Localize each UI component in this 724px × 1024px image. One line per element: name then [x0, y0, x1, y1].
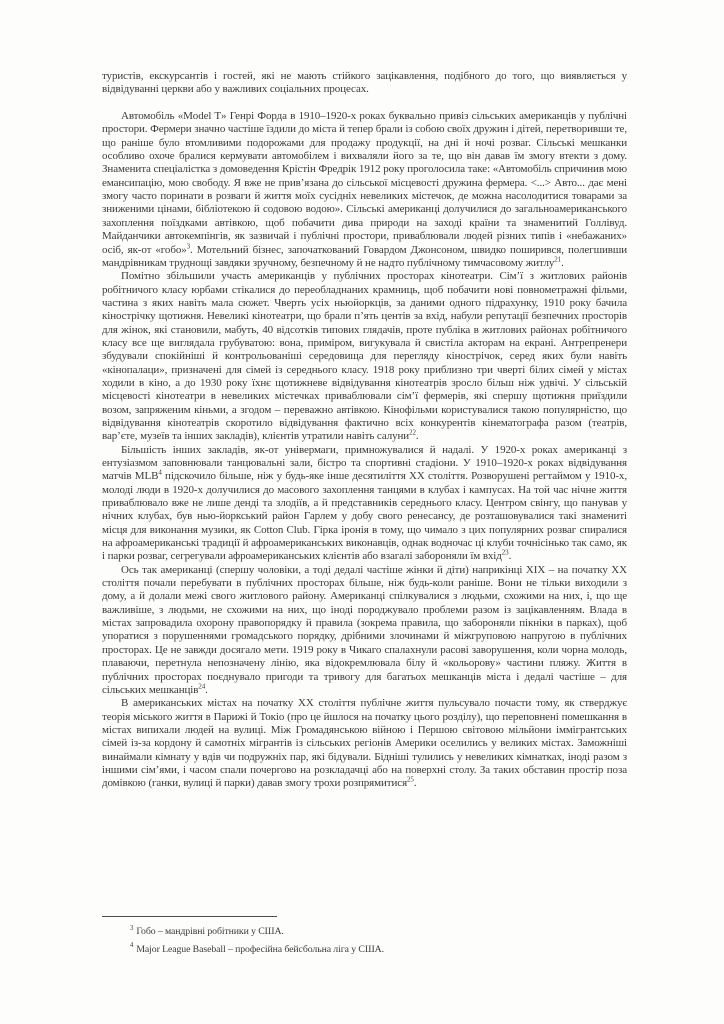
- paragraph: [102, 110, 627, 270]
- footnote: [102, 925, 627, 938]
- text-run: .: [205, 683, 208, 696]
- footnote-ref: 3: [186, 241, 191, 250]
- text-run: В американських містах на початку XX століття публічне життя пульсувало почасти тому, як стверджує теорія міського життя в Парижі й Токіо (про це йшлося на початку цього розділу), що переповнені помешкання в містах випихали людей на вулиці. Між Громадянською війною і Першою світовою мільйони іммігрантських сімей із-за кордону й самотніх мігрантів із сільських регіонів Америки оселились у великих містах. Заможніші винаймали кімнату у вдів чи подружніх пар, які бідували. Бідніші тулились у невеликих кімнатках, іноді разом з іншими сім’ями, і часом спали почергово на розкладачці або на поверхні столу. За таких обставин простір поза домівкою (ганки, вулиці й парки) давав змогу трохи розпрямитися: [102, 697, 627, 790]
- paragraph: [102, 70, 627, 97]
- footnote-list: [102, 925, 627, 956]
- text-run: Автомобіль «Model T» Генрі Форда в 1910–1920-х роках буквально привіз сільських американців у публічні простори. Фермери значно частіше їздили до міста й тепер брали із собою своїх дружин і дітей, перетворивши те, що раніше було втомливими подорожами для продажу продукції, на дні й ночі розваг. Сільські мешканки особливо охоче бралися кермувати автомобілем і вихваляли його за те, що він давав їм змогу втекти з дому. Знаменита спеціалістка з домоведення Крістін Фредрік 1912 року проголосила таке: «Автомобіль спричинив мою емансипацію, мою свободу. Я вже не прив’язана до сільської місцевості дружина фермера. <...> Авто... дає мені змогу часто поринати в розваги й життя моїх сусідніх невеликих містечок, де можна насолодитися товарами за зниженими цінами, бібліотекою й содовою водою». Сільські американці долучилися до загальноамериканського захоплення поїздками автівкою, щоб побачити дива природи на заході країни та знаменитий Голлівуд. Майданчики автокемпінгів, як зазвичай і публічні простори, приваблювали людей різних типів і «небажаних» осіб, як-от «гобо»: [102, 110, 627, 256]
- footnote-ref: 25: [407, 775, 414, 784]
- footnote-text: Гобо – мандрівні робітники у США.: [136, 926, 284, 937]
- text-run: Більшість інших закладів, як-от універмаги, примножувалися й надалі. У 1920-х роках американці з ентузіазмом заповнювали танцювальні зали, бістро та спортивні стадіони. У 1910–1920-х роках відвідування матчів MLB: [102, 443, 627, 483]
- paragraph: [102, 564, 627, 697]
- footnote-marker: 3: [130, 924, 134, 932]
- footnote-separator: [102, 916, 277, 917]
- text-run: Помітно збільшили участь американців у публічних просторах кінотеатри. Сім’ї з житлових районів робітничого класу юрбами стікалися до переобладнаних крамниць, щоб побачити нові повнометражні фільми, частина з яких навіть мала сюжет. Чверть усіх ньюйоркців, за даними одного підрахунку, 1910 року бачила кінострічку щотижня. Невеликі кінотеатри, що брали п’ять центів за вхід, набули репутації безпечних просторів для жінок, які становили, мабуть, 40 відсотків типових глядачів, проте публіка в житлових районах робітничого класу все ще виглядала грубуватою: вона, приміром, вигукувала й свистіла акторам на екрані. Антрепренери збудували спокійніші й контрольованіші середовища для перегляду кінострічок, серед яких були навіть «кінопалаци», призначені для сімей із середнього класу. 1918 року приблизно три чверті білих сімей у містах ходили в кіно, а до 1930 року їхнє щотижневе відвідування кінотеатрів зросло більш ніж удвічі. У сільській місцевості кінотеатри в невеликих містечках приваблювали сім’ї фермерів, які спершу щотижня приїздили возом, запряженим кіньми, а згодом – переважно автівкою. Кінофільми користувалися такою популярністю, що відвідування кінотеатрів скоротило відвідування фактично всіх конкурентів кінематографа разом (театрів, вар’єте, музеїв та інших закладів), клієнтів утратили навіть салуни: [102, 270, 627, 443]
- text-run: .: [561, 256, 564, 269]
- footnote: [102, 943, 627, 956]
- text-run: підскочило більше, ніж у будь-яке інше десятиліття XX століття. Розворушені регтаймом у 1910-х, молоді люди в 1920-х долучилися до масового захоплення танцями в клубах і кампусах. На той час нічне життя приваблювало вже не лише денді та злодіїв, а й представників середнього класу. Центром свінгу, що панував у нічних клубах, був нью-йоркський район Гарлем у добу свого ренесансу, де розташовувалися такі знамениті місця для виконання музики, як Cotton Club. Гірка іронія в тому, що чимало з цих популярних розваг спиралися на афроамериканські традиції й афроамериканських виконавців, однак водночас ці клуби точнісінько так само, як і парки розваг, сегрегували афроамериканських клієнтів або взагалі забороняли їм вхід: [102, 470, 627, 563]
- paragraph: [102, 444, 627, 564]
- paragraph: [102, 270, 627, 443]
- text-run: туристів, екскурсантів і гостей, які не мають стійкого зацікавлення, подібного до того, що виявляється у відвідуванні церкви або у важливих соціальних процесах.: [102, 70, 627, 96]
- text-run: .: [508, 550, 512, 563]
- footnote-marker: 4: [130, 942, 134, 950]
- footnote-ref: 23: [501, 548, 509, 557]
- text-run: Ось так американці (спершу чоловіки, а тоді дедалі частіше жінки й діти) наприкінці XIX – на початку XX століття почали перебувати в публічних просторах більше, ніж будь-коли раніше. Вони не тільки виходили з дому, а й долали межі свого житлового району. Американці спілкувалися з людьми, схожими на них, і, що ще важливіше, з людьми, не схожими на них, що іноді породжувало проблеми разом із зацікавленням. Влада в містах запровадила охорону правопорядку й правила (зокрема правила, що забороняли пікніки в парках), щоб упоратися з порушеннями громадського порядку, дрібними злочинами й міжгруповою напругою в публічних просторах. Це не завжди досягало мети. 1919 року в Чикаго спалахнули расові заворушення, коли чорна молодь, плаваючи, перетнула непозначену лінію, яка відокремлювала білу й «кольорову» частини пляжу. Життя в публічних просторах поєднувало пригоди та тривогу для багатьох мешканців міста і дедалі частіше – для сільських мешканців: [102, 563, 627, 696]
- footnote-ref: 21: [554, 255, 562, 264]
- footnote-ref: 24: [198, 682, 206, 691]
- text-run: .: [415, 430, 419, 443]
- footnote-area: [102, 916, 627, 960]
- text-run: . Мотельний бізнес, започаткований Говардом Джонсоном, швидко поширився, полегшивши мандрівникам труднощі завдяки зручному, безпечному й не надто публічному тимчасовому житлу: [102, 243, 627, 269]
- footnote-text: Major League Baseball – професійна бейсбольна ліга у США.: [136, 943, 384, 955]
- footnote-ref: 22: [409, 428, 416, 437]
- text-run: .: [413, 777, 417, 790]
- footnote-ref: 4: [158, 468, 162, 477]
- paragraph: [102, 697, 627, 790]
- page-text-body: [102, 70, 627, 791]
